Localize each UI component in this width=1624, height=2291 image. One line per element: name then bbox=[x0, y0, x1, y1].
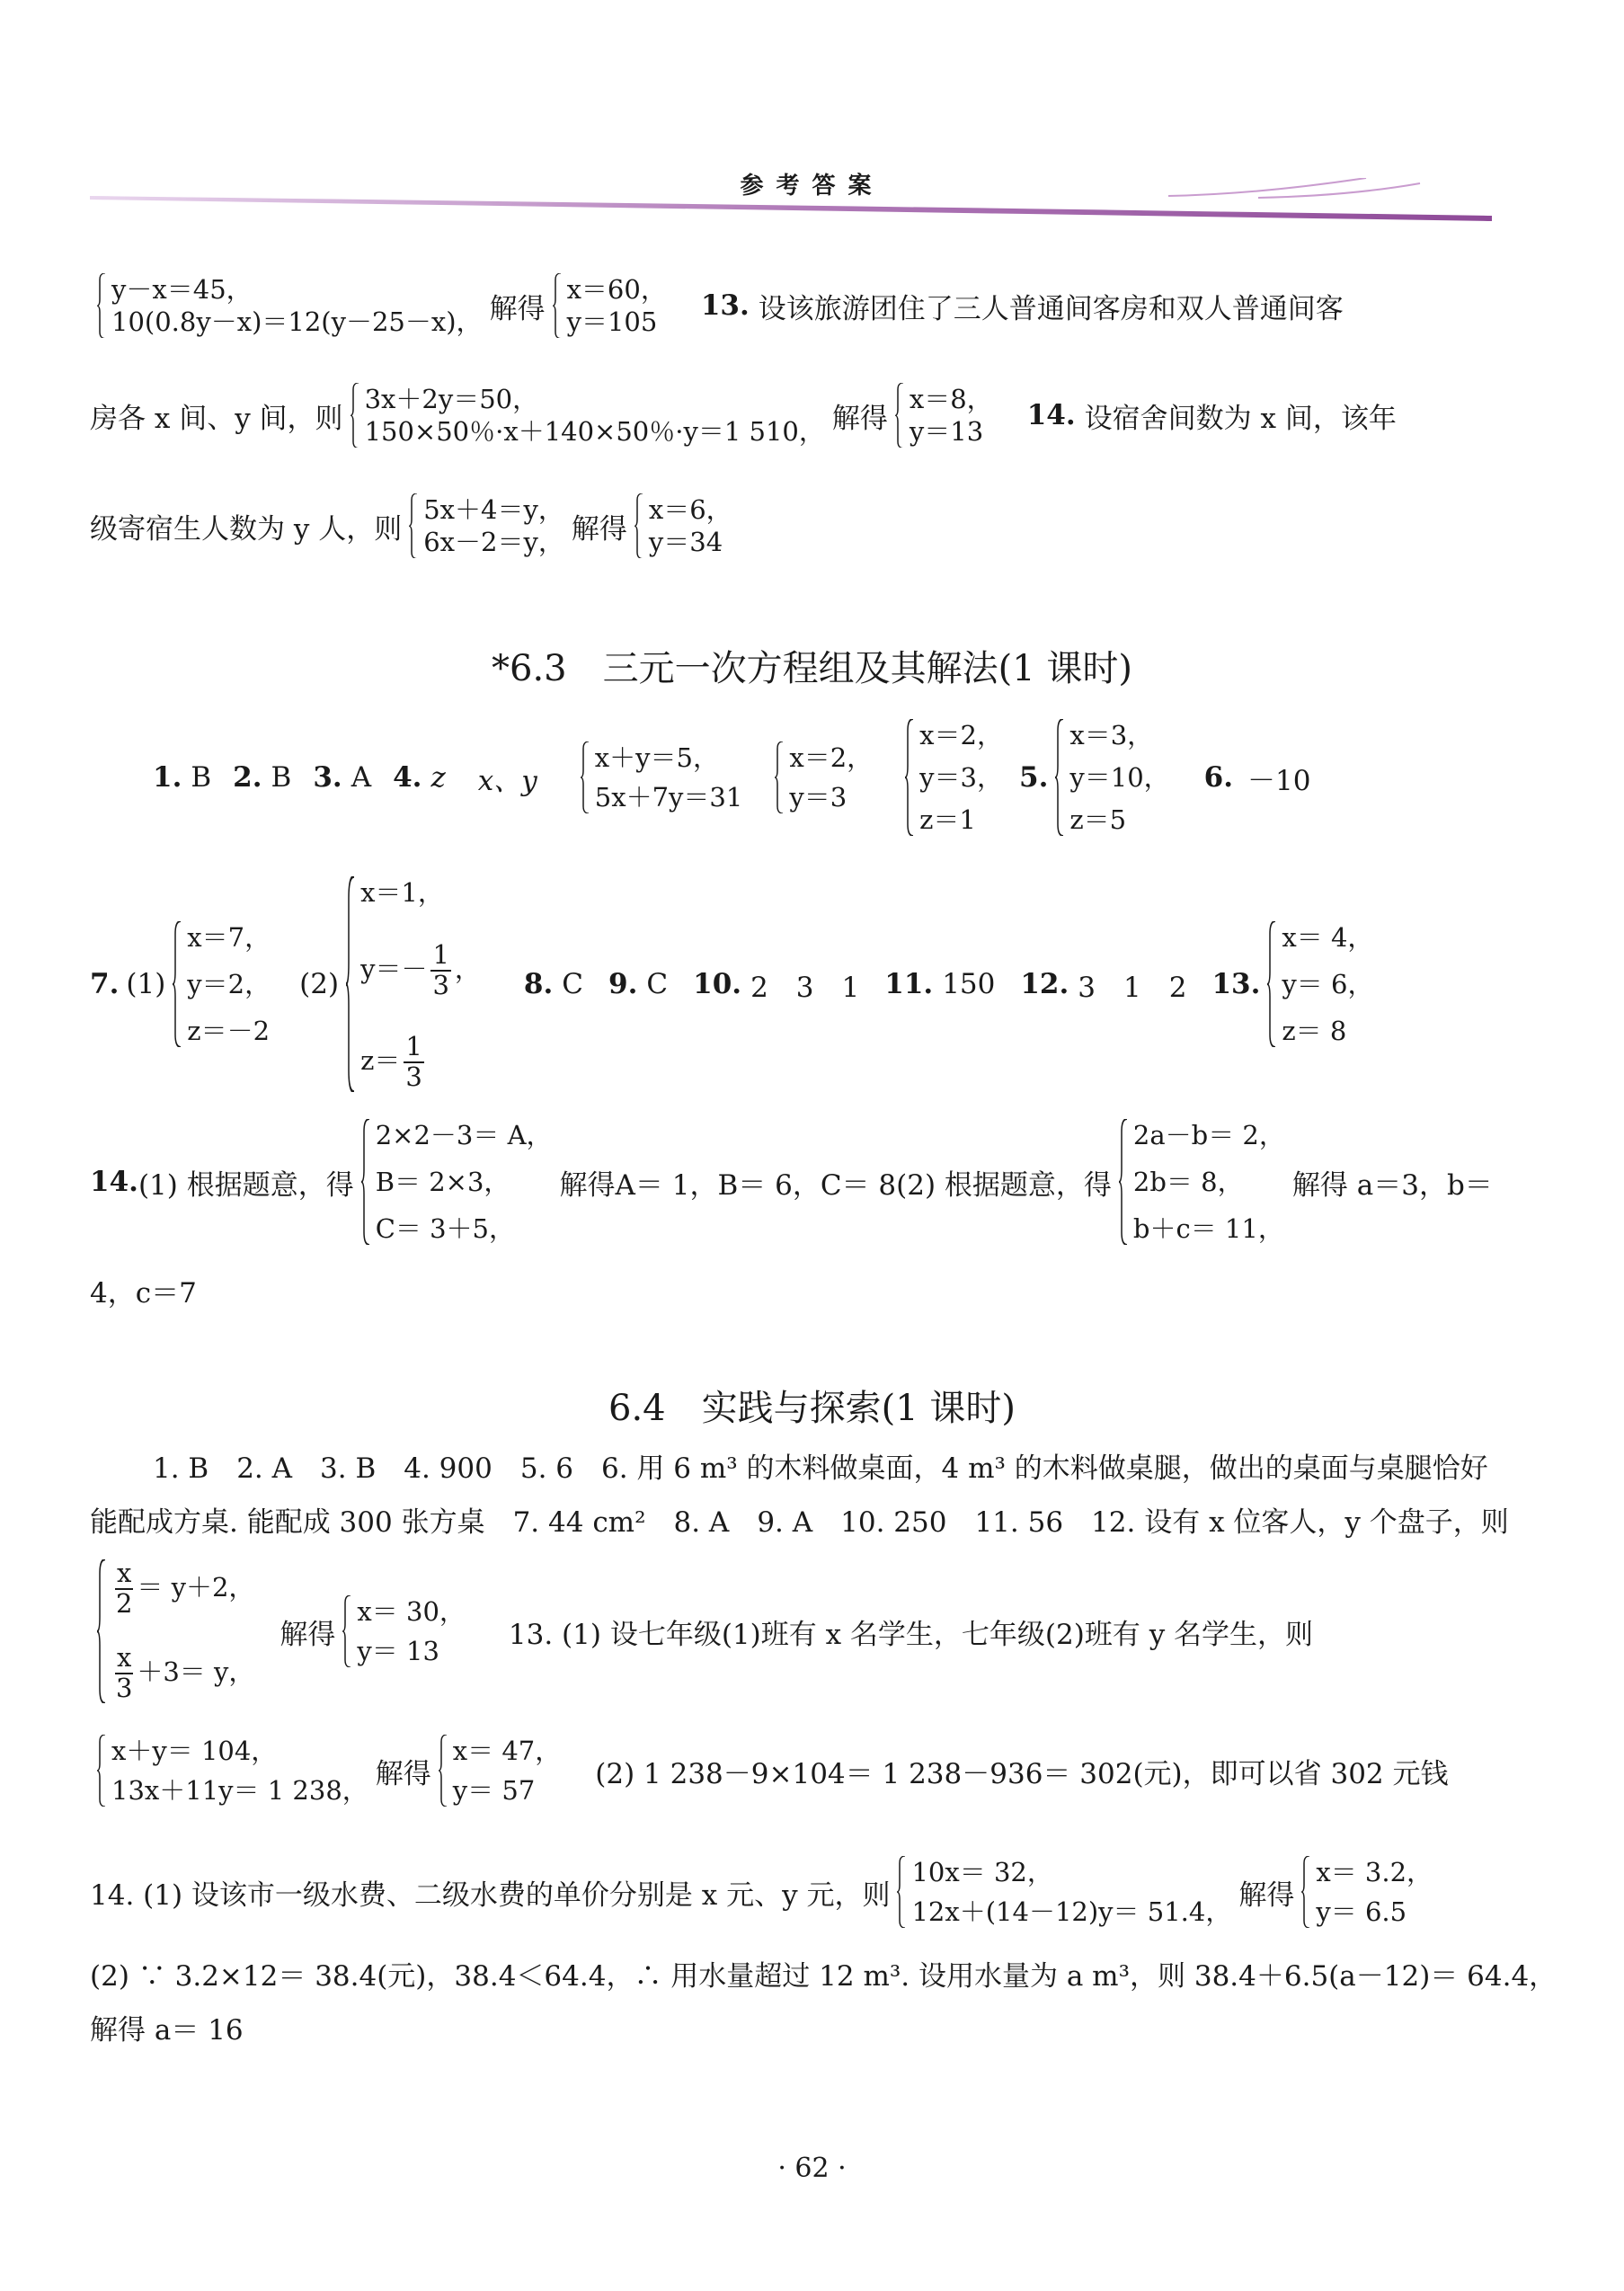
equation-system: x＋y＝ 104， 13x＋11y＝ 1 238， bbox=[97, 1735, 368, 1807]
left-brace-icon bbox=[897, 1856, 906, 1928]
page-header-title: 参考答案 bbox=[740, 173, 884, 200]
solve-label: 解得 bbox=[831, 402, 888, 435]
equation-system: 2a－b＝ 2， 2b＝ 8， b＋c＝ 11， bbox=[1119, 1119, 1285, 1245]
equation-system: $\frac{x}{2}$ ＝ y＋2， $\frac{x}{3}$ ＋3＝ y， bbox=[97, 1559, 254, 1703]
solution-system: x＝ 3.2， y＝ 6.5 bbox=[1301, 1856, 1433, 1928]
solution-system: x＝2， y＝3， z＝1 bbox=[905, 719, 1003, 836]
left-brace-icon bbox=[342, 1595, 351, 1667]
left-brace-icon bbox=[1055, 719, 1064, 836]
solution-system: x＝3， y＝10， z＝5 bbox=[1055, 719, 1169, 836]
answer-line-13 bbox=[90, 370, 1492, 460]
left-brace-icon bbox=[361, 1119, 370, 1245]
solution-system: x＝7， y＝2， z＝－2 bbox=[173, 921, 271, 1047]
header-decorative-rule bbox=[90, 178, 1492, 232]
left-brace-icon bbox=[346, 876, 355, 1092]
left-brace-icon bbox=[581, 741, 590, 813]
question-number: 13. bbox=[700, 289, 750, 322]
answer-line-12 bbox=[90, 261, 1492, 351]
answers-6-4-line7: 解得 a＝ 16 bbox=[90, 2013, 244, 2047]
answer-text: 级寄宿生人数为 y 人，则 bbox=[90, 512, 403, 546]
left-brace-icon bbox=[905, 719, 914, 836]
fraction: $\frac{1}{3}$ bbox=[432, 939, 449, 1001]
equation-system: 2×2－3＝ A， B＝ 2×3， C＝ 3＋5， bbox=[361, 1119, 553, 1245]
solution-system: x＝1， y＝－ $\frac{1}{3}$ ， z＝ $\frac{1}{3}$ bbox=[346, 876, 481, 1092]
left-brace-icon bbox=[409, 493, 418, 559]
left-brace-icon bbox=[97, 1559, 106, 1703]
left-brace-icon bbox=[635, 493, 643, 559]
answers-6-4-line4: x＋y＝ 104， 13x＋11y＝ 1 238， 解得 x＝ 47， y＝ 57 (2) 1 238－9×104＝ 1 238－936＝ 302(元)，即可以省 302 元钱 bbox=[90, 1726, 1492, 1816]
section-title-6-3: *6.3 三元一次方程组及其解法(1 课时) bbox=[492, 648, 1132, 689]
left-brace-icon bbox=[553, 273, 562, 339]
solution-system: x＝2， y＝3 bbox=[775, 741, 873, 813]
answers-6-3-line2: 7. (1) x＝7， y＝2， z＝－2 (2) x＝1， y＝－ $\frac{1}{3}$ ， z＝ $\frac{1}{3}$ 8. C 9. C 10. 2 3 1 11. 150 12. 3 1 2 13. x＝ 4， y＝ 6， z＝ 8 bbox=[90, 877, 1374, 1093]
answer-text: 设宿舍间数为 x 间，该年 bbox=[1084, 402, 1397, 435]
answers-6-4-line1: 1. B 2. A 3. B 4. 900 5. 6 6. 用 6 m³ 的木料做桌面，4 m³ 的木料做桌腿，做出的桌面与桌腿恰好 bbox=[153, 1452, 1488, 1485]
answers-6-3-line4: 4，c＝7 bbox=[90, 1276, 197, 1310]
solution-system: x＝8， y＝13 bbox=[895, 383, 993, 448]
page-number: · 62 · bbox=[777, 2153, 847, 2184]
answers-6-4-line6: (2) ∵ 3.2×12＝ 38.4(元)，38.4＜64.4，∴ 用水量超过 12 m³. 设用水量为 a m³，则 38.4＋6.5(a－12)＝ 64.4， bbox=[90, 1959, 1557, 1993]
answers-6-4-line2: 能配成方桌. 能配成 300 张方桌 7. 44 cm² 8. A 9. A 10. 250 11. 56 12. 设有 x 位客人，y 个盘子，则 bbox=[90, 1505, 1509, 1539]
fraction: $\frac{x}{2}$ bbox=[115, 1558, 133, 1619]
left-brace-icon bbox=[1301, 1856, 1310, 1928]
section-title-6-4: 6.4 实践与探索(1 课时) bbox=[608, 1388, 1016, 1429]
fraction: $\frac{x}{3}$ bbox=[115, 1642, 133, 1704]
answers-6-3-line1: 1. B 2. B 3. A 4. z x、y x＋y＝5， 5x＋7y＝31 x＝2， y＝3 x＝2， y＝3， z＝1 5. x＝3， y＝10， z＝5 6. －10 bbox=[153, 720, 1311, 835]
answers-6-4-line5: 14. (1) 设该市一级水费、二级水费的单价分别是 x 元、y 元，则 10x＝ 32， 12x＋(14－12)y＝ 51.4， 解得 x＝ 3.2， y＝ 6.5 bbox=[90, 1857, 1433, 1927]
solution-system: x＝ 4， y＝ 6， z＝ 8 bbox=[1267, 921, 1373, 1047]
solution-system: x＝60， y＝105 bbox=[553, 273, 667, 339]
answer-text: 房各 x 间、y 间，则 bbox=[90, 402, 343, 435]
answer-text: 设该旅游团住了三人普通间客房和双人普通间客 bbox=[758, 292, 1344, 325]
equation-system: x＋y＝5， 5x＋7y＝31 bbox=[581, 741, 743, 813]
equation-system: y－x＝45， 10(0.8y－x)＝12(y－25－x)， bbox=[97, 273, 483, 339]
solution-system: x＝6， y＝34 bbox=[635, 493, 732, 559]
left-brace-icon bbox=[97, 273, 106, 339]
left-brace-icon bbox=[439, 1735, 448, 1807]
left-brace-icon bbox=[1119, 1119, 1128, 1245]
answer-line-14 bbox=[90, 481, 1492, 571]
equation-system: 5x＋4＝y， 6x－2＝y， bbox=[409, 493, 564, 559]
left-brace-icon bbox=[1267, 921, 1276, 1047]
solve-label: 解得 bbox=[489, 292, 546, 325]
solution-system: x＝ 30， y＝ 13 bbox=[342, 1595, 465, 1667]
solution-system: x＝ 47， y＝ 57 bbox=[439, 1735, 561, 1807]
left-brace-icon bbox=[97, 1735, 106, 1807]
equation-system: 10x＝ 32， 12x＋(14－12)y＝ 51.4， bbox=[897, 1856, 1231, 1928]
answers-6-3-line3: 14. (1) 根据题意，得 2×2－3＝ A， B＝ 2×3， C＝ 3＋5， 解得A＝ 1，B＝ 6，C＝ 8 (2) 根据题意，得 2a－b＝ 2， 2b＝ 8， b＋c＝ 11， 解得 a＝3，b＝ bbox=[90, 1120, 1493, 1244]
left-brace-icon bbox=[351, 383, 359, 448]
answers-6-4-line3: $\frac{x}{2}$ ＝ y＋2， $\frac{x}{3}$ ＋3＝ y， 解得 x＝ 30， y＝ 13 13. (1) 设七年级(1)班有 x 名学生，七年级(2)班有 y 名学生，则 bbox=[90, 1555, 1492, 1708]
equation-system: 3x＋2y＝50， 150×50％·x＋140×50％·y＝1 510， bbox=[351, 383, 825, 448]
left-brace-icon bbox=[775, 741, 784, 813]
left-brace-icon bbox=[173, 921, 182, 1047]
solve-label: 解得 bbox=[571, 512, 627, 546]
fraction: $\frac{1}{3}$ bbox=[405, 1031, 422, 1093]
left-brace-icon bbox=[895, 383, 904, 448]
question-number: 14. bbox=[1026, 399, 1076, 431]
